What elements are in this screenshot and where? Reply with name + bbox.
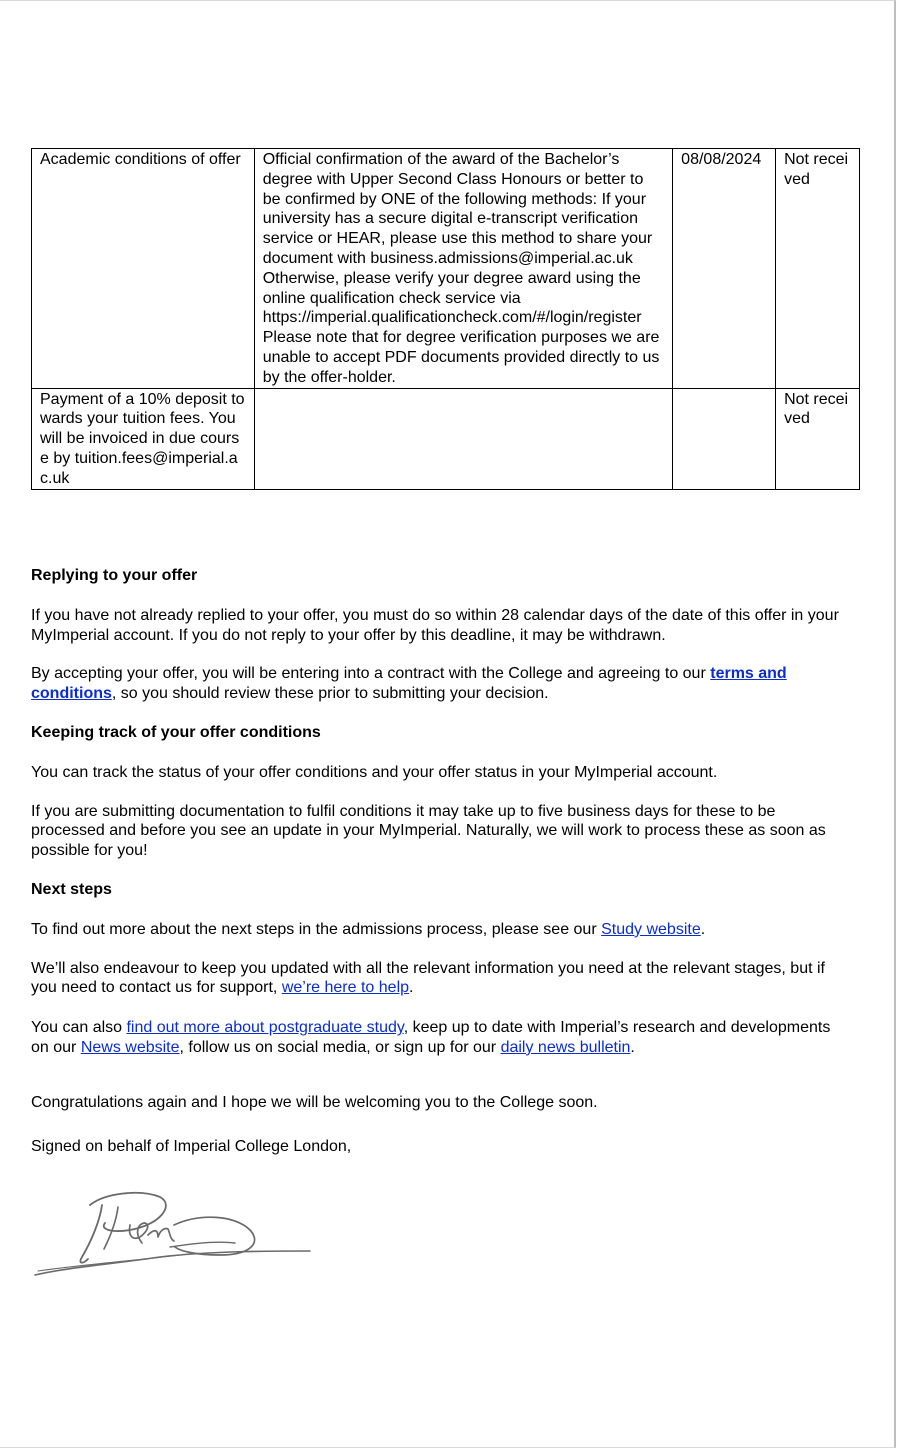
text-span: By accepting your offer, you will be entering into a contract with the College and agreeing to our [31,665,711,683]
table-row [32,388,860,489]
next-steps-paragraph-3 [31,1018,851,1058]
details-cell: Official confirmation of the award of the Bachelor’s degree with Upper Second Class Honours or better to be confirmed by ONE of the following methods: If your university has a secure digital e-transcript verification service or HEAR, please use this method to share your document with business.admissions@imperial.ac.uk Otherwise, please verify your degree award using the online qualification check service via https://imperial.qualificationcheck.com/#/login/register Please note that for degree verification purposes we are unable to accept PDF documents provided directly to us by the offer-holder. [254,149,672,389]
text-span: You can also [31,1019,127,1037]
next-steps-heading: Next steps [31,880,112,898]
next-steps-paragraph-1 [31,920,851,940]
news-website-link[interactable]: News website [80,1038,180,1056]
status-cell: Not received [776,149,860,389]
table-row [32,149,860,389]
text-span: . [700,920,706,938]
letter-body [31,566,851,1175]
signature-drawing [30,1185,320,1285]
offer-conditions-table [31,148,860,490]
daily-news-bulletin-link[interactable]: daily news bulletin [500,1038,631,1056]
replying-heading: Replying to your offer [31,567,198,584]
congratulations-text: Congratulations again and I hope we will be welcoming you to the College soon. [31,1093,598,1111]
text-span: , keep up to date with Imperial’s research and developments on our [31,1019,831,1056]
tracking-paragraph-1: You can track the status of your offer conditions and your offer status in your MyImperial account. [31,763,718,781]
details-cell [254,388,672,489]
tracking-heading: Keeping track of your offer conditions [31,723,321,741]
status-cell: Not received [776,388,860,489]
postgraduate-study-link[interactable]: find out more about postgraduate study [126,1019,404,1037]
text-span: , follow us on social media, or sign up for our [179,1038,501,1056]
study-website-link[interactable]: Study website [601,920,701,938]
replying-paragraph-1: If you have not already replied to your offer, you must do so within 28 calendar days of the date of this offer in your MyImperial account. If you do not reply to your offer by this deadline, it may be withdrawn. [31,606,839,644]
date-cell [673,388,776,489]
text-span: We’ll also endeavour to keep you updated with all the relevant information you need at the relevant stages, but if you need to contact us for support, [31,959,825,997]
condition-cell: Academic conditions of offer [32,149,255,389]
signature [30,1185,320,1285]
next-steps-paragraph-2 [31,959,851,999]
condition-cell: Payment of a 10% deposit towards your tuition fees. You will be invoiced in due course by tuition.fees@imperial.ac.uk [32,388,255,489]
date-cell: 08/08/2024 [673,149,776,389]
tracking-paragraph-2: If you are submitting documentation to fulfil conditions it may take up to five business days for these to be processed and before you see an update in your MyImperial. Naturally, we will work to process these as soon as possible for you! [31,802,826,860]
text-span: , so you should review these prior to submitting your decision. [111,685,549,703]
replying-paragraph-2 [31,664,851,704]
text-span: . [630,1038,635,1056]
signed-on-behalf-text: Signed on behalf of Imperial College London, [31,1137,352,1155]
text-span: To find out more about the next steps in the admissions process, please see our [31,920,602,938]
text-span: . [409,979,414,997]
here-to-help-link[interactable]: we’re here to help [281,979,410,997]
terms-and-conditions-link[interactable]: terms and conditions [31,665,787,703]
